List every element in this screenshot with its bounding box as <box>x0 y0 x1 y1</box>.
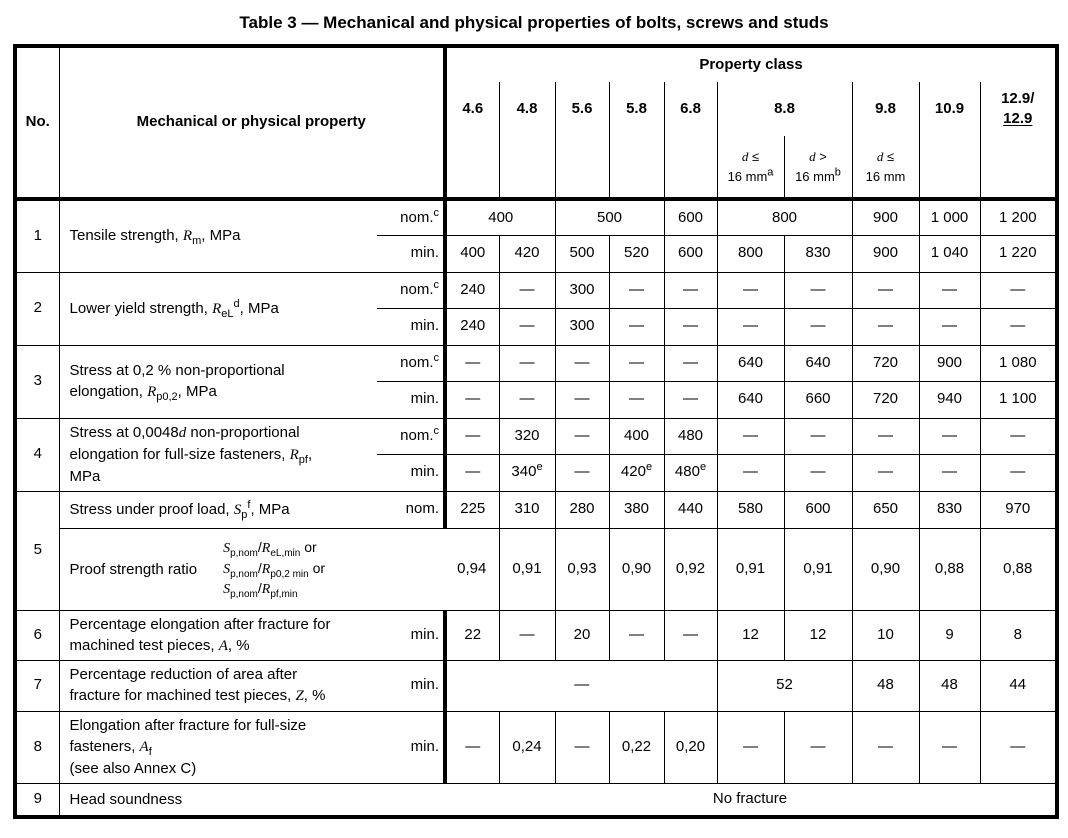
class-8-8: 8.8 <box>717 82 852 136</box>
value-cell: 1 200 <box>980 199 1057 235</box>
value-cell: — <box>555 381 609 418</box>
value-cell: 0,22 <box>609 711 664 783</box>
row-8 <box>15 711 1057 783</box>
value-cell: — <box>499 308 555 345</box>
value-cell: 10 <box>852 610 919 660</box>
value-cell: — <box>555 454 609 491</box>
qualifier-nom: nom.$^c$ <box>377 345 445 381</box>
row-number: 6 <box>15 610 59 660</box>
value-cell: 600 <box>664 235 717 272</box>
value-cell: 400 <box>445 199 555 235</box>
qualifier-nom: nom.$^c$ <box>377 272 445 308</box>
value-cell: — <box>717 272 784 308</box>
empty-header-cell <box>445 136 499 199</box>
qualifier-nom: nom. <box>377 491 445 528</box>
value-cell: — <box>555 711 609 783</box>
row-4-nom <box>15 418 1057 454</box>
value-cell: 720 <box>852 381 919 418</box>
property-label: Elongation after fracture for full-size fasteners, $A_f$ (see also Annex C) <box>59 711 377 783</box>
value-cell: — <box>445 381 499 418</box>
value-cell: 400 <box>609 418 664 454</box>
value-cell: — <box>609 308 664 345</box>
value-cell: 0,91 <box>717 528 784 610</box>
value-cell: — <box>980 272 1057 308</box>
value-cell: — <box>499 272 555 308</box>
formula: $S_{p,nom}/R_{p0,2 min}$ or <box>223 559 326 580</box>
value-cell: — <box>852 418 919 454</box>
value-cell: — <box>717 418 784 454</box>
value-cell: 52 <box>717 660 852 711</box>
value-cell: — <box>609 381 664 418</box>
value-cell: 600 <box>664 199 717 235</box>
value-cell: — <box>852 308 919 345</box>
value-cell: — <box>717 711 784 783</box>
value-cell: 20 <box>555 610 609 660</box>
value-cell: 380 <box>609 491 664 528</box>
value-cell: 9 <box>919 610 980 660</box>
row-number: 8 <box>15 711 59 783</box>
row-5-proof-ratio <box>15 528 1057 610</box>
value-cell: 0,91 <box>784 528 852 610</box>
class-4-6: 4.6 <box>445 82 499 136</box>
value-cell: 900 <box>852 199 919 235</box>
empty-header-cell <box>499 136 555 199</box>
property-label: Stress under proof load, $S_p^f$, MPa <box>59 491 377 528</box>
value-cell: 12 <box>784 610 852 660</box>
property-label <box>59 528 445 610</box>
value-cell: 1 000 <box>919 199 980 235</box>
value-cell: 300 <box>555 272 609 308</box>
value-cell: — <box>664 610 717 660</box>
value-cell: 940 <box>919 381 980 418</box>
value-cell: — <box>919 418 980 454</box>
value-cell: 420e <box>609 454 664 491</box>
value-cell: 0,90 <box>609 528 664 610</box>
value-cell: 830 <box>919 491 980 528</box>
empty-header-cell <box>919 136 980 199</box>
property-label: Stress at 0,2 % non-proportional elongation, $R_{p0,2}$, MPa <box>59 345 377 418</box>
value-cell: 12 <box>717 610 784 660</box>
value-cell: — <box>980 711 1057 783</box>
value-cell: 600 <box>784 491 852 528</box>
qualifier-min: min. <box>377 235 445 272</box>
value-cell: 580 <box>717 491 784 528</box>
empty-header-cell <box>980 136 1057 199</box>
value-cell: — <box>499 610 555 660</box>
row-1-nom <box>15 199 1057 235</box>
value-cell: 520 <box>609 235 664 272</box>
subhead-9-8-le16: d ≤ 16 mm <box>852 136 919 199</box>
value-cell: — <box>784 418 852 454</box>
value-cell: 1 220 <box>980 235 1057 272</box>
empty-header-cell <box>555 136 609 199</box>
value-cell: 650 <box>852 491 919 528</box>
proof-strength-ratio-formulas <box>223 538 325 600</box>
value-cell: 48 <box>919 660 980 711</box>
value-cell: 240 <box>445 272 499 308</box>
value-cell: — <box>919 711 980 783</box>
value-cell: 0,20 <box>664 711 717 783</box>
value-cell: — <box>980 308 1057 345</box>
qualifier-nom: nom.$^c$ <box>377 199 445 235</box>
row-5-proof-load <box>15 491 1057 528</box>
qualifier-min: min. <box>377 454 445 491</box>
value-cell: — <box>499 381 555 418</box>
value-cell: 0,94 <box>445 528 499 610</box>
class-4-8: 4.8 <box>499 82 555 136</box>
row-9 <box>15 783 1057 817</box>
value-cell: 300 <box>555 308 609 345</box>
value-cell: 400 <box>445 235 499 272</box>
value-cell: 48 <box>852 660 919 711</box>
value-cell: — <box>609 345 664 381</box>
class-6-8: 6.8 <box>664 82 717 136</box>
subhead-8-8-le16: d ≤ 16 $mm^a$ <box>717 136 784 199</box>
value-cell: — <box>445 711 499 783</box>
qualifier-min: min. <box>377 711 445 783</box>
row-3-nom <box>15 345 1057 381</box>
value-cell: 320 <box>499 418 555 454</box>
value-cell: — <box>852 711 919 783</box>
value-cell: 0,24 <box>499 711 555 783</box>
row-number: 4 <box>15 418 59 491</box>
value-cell: 0,92 <box>664 528 717 610</box>
value-cell: 720 <box>852 345 919 381</box>
value-cell: — <box>499 345 555 381</box>
value-cell: — <box>445 418 499 454</box>
value-cell: 900 <box>919 345 980 381</box>
value-cell: 340e <box>499 454 555 491</box>
formula: $S_{p,nom}/R_{pf,min}$ <box>223 580 298 601</box>
header-property-class: Property class <box>445 46 1057 82</box>
value-cell: — <box>664 308 717 345</box>
value-cell: — <box>717 454 784 491</box>
property-label: Stress at 0,0048d non-proportional elongation for full-size fasteners, $R_{pf}$, MPa <box>59 418 377 491</box>
value-cell: — <box>445 454 499 491</box>
value-cell: 900 <box>852 235 919 272</box>
class-9-8: 9.8 <box>852 82 919 136</box>
value-cell: — <box>919 272 980 308</box>
value-cell: 310 <box>499 491 555 528</box>
header-property: Mechanical or physical property <box>59 46 445 199</box>
row-number: 9 <box>15 783 59 817</box>
value-cell: 22 <box>445 610 499 660</box>
value-cell: — <box>555 418 609 454</box>
value-cell: 500 <box>555 199 664 235</box>
empty-header-cell <box>609 136 664 199</box>
value-cell: 830 <box>784 235 852 272</box>
row-6 <box>15 610 1057 660</box>
value-cell: — <box>919 454 980 491</box>
property-label: Percentage elongation after fracture for machined test pieces, A, % <box>59 610 377 660</box>
value-cell: — <box>784 308 852 345</box>
value-cell: — <box>664 272 717 308</box>
value-cell: — <box>980 454 1057 491</box>
value-cell: 800 <box>717 199 852 235</box>
value-cell: — <box>784 454 852 491</box>
qualifier-min: min. <box>377 381 445 418</box>
value-cell: 660 <box>784 381 852 418</box>
value-cell: 440 <box>664 491 717 528</box>
formula: $S_{p,nom}/R_{eL,min}$ or <box>223 539 317 559</box>
value-cell: 225 <box>445 491 499 528</box>
row-number: 3 <box>15 345 59 418</box>
value-cell: — <box>609 610 664 660</box>
value-cell: 500 <box>555 235 609 272</box>
class-10-9: 10.9 <box>919 82 980 136</box>
value-cell: 640 <box>717 345 784 381</box>
value-cell: 0,88 <box>919 528 980 610</box>
header-row-property-class <box>15 46 1057 82</box>
property-label: Head soundness <box>59 783 445 817</box>
value-cell: 280 <box>555 491 609 528</box>
value-cell: 0,91 <box>499 528 555 610</box>
value-cell: 1 080 <box>980 345 1057 381</box>
value-cell: 1 100 <box>980 381 1057 418</box>
value-cell: — <box>664 381 717 418</box>
value-cell: — <box>980 418 1057 454</box>
empty-header-cell <box>664 136 717 199</box>
value-cell: 420 <box>499 235 555 272</box>
value-cell: — <box>609 272 664 308</box>
value-cell: 240 <box>445 308 499 345</box>
class-12-9 <box>980 82 1057 136</box>
value-cell: 0,88 <box>980 528 1057 610</box>
subhead-8-8-gt16: d > 16 $mm^b$ <box>784 136 852 199</box>
row-2-nom <box>15 272 1057 308</box>
value-cell: — <box>717 308 784 345</box>
qualifier-min: min. <box>377 308 445 345</box>
value-cell: 480 <box>664 418 717 454</box>
row-7 <box>15 660 1057 711</box>
value-cell: 970 <box>980 491 1057 528</box>
value-cell: — <box>664 345 717 381</box>
row-number: 2 <box>15 272 59 345</box>
value-cell: No fracture <box>445 783 1057 817</box>
class-12-9-line1: 12.9/ <box>1001 89 1035 107</box>
value-cell: — <box>555 345 609 381</box>
row-number: 5 <box>15 491 59 610</box>
value-cell: 640 <box>784 345 852 381</box>
proof-strength-ratio-label: Proof strength ratio <box>69 560 198 578</box>
page-title: Table 3 — Mechanical and physical properties of bolts, screws and studs <box>239 13 829 32</box>
property-label: Tensile strength, $R_m$, MPa <box>59 199 377 272</box>
value-cell: — <box>445 660 717 711</box>
row-number: 1 <box>15 199 59 272</box>
value-cell: — <box>784 711 852 783</box>
value-cell: 1 040 <box>919 235 980 272</box>
class-12-9-line2: 12.9 <box>1003 110 1033 127</box>
value-cell: — <box>445 345 499 381</box>
value-cell: — <box>852 272 919 308</box>
value-cell: 480e <box>664 454 717 491</box>
properties-table <box>13 44 1059 819</box>
value-cell: 640 <box>717 381 784 418</box>
qualifier-min: min. <box>377 610 445 660</box>
value-cell: 0,90 <box>852 528 919 610</box>
header-no: No. <box>15 46 59 199</box>
row-number: 7 <box>15 660 59 711</box>
property-label: Percentage reduction of area after fracture for machined test pieces, Z, % <box>59 660 377 711</box>
value-cell: 0,93 <box>555 528 609 610</box>
value-cell: 8 <box>980 610 1057 660</box>
qualifier-min: min. <box>377 660 445 711</box>
value-cell: — <box>852 454 919 491</box>
value-cell: 44 <box>980 660 1057 711</box>
class-5-6: 5.6 <box>555 82 609 136</box>
property-label: Lower yield strength, $R_{eL}^d$, MPa <box>59 272 377 345</box>
value-cell: 800 <box>717 235 784 272</box>
qualifier-nom: nom.$^c$ <box>377 418 445 454</box>
class-5-8: 5.8 <box>609 82 664 136</box>
value-cell: — <box>919 308 980 345</box>
value-cell: — <box>784 272 852 308</box>
